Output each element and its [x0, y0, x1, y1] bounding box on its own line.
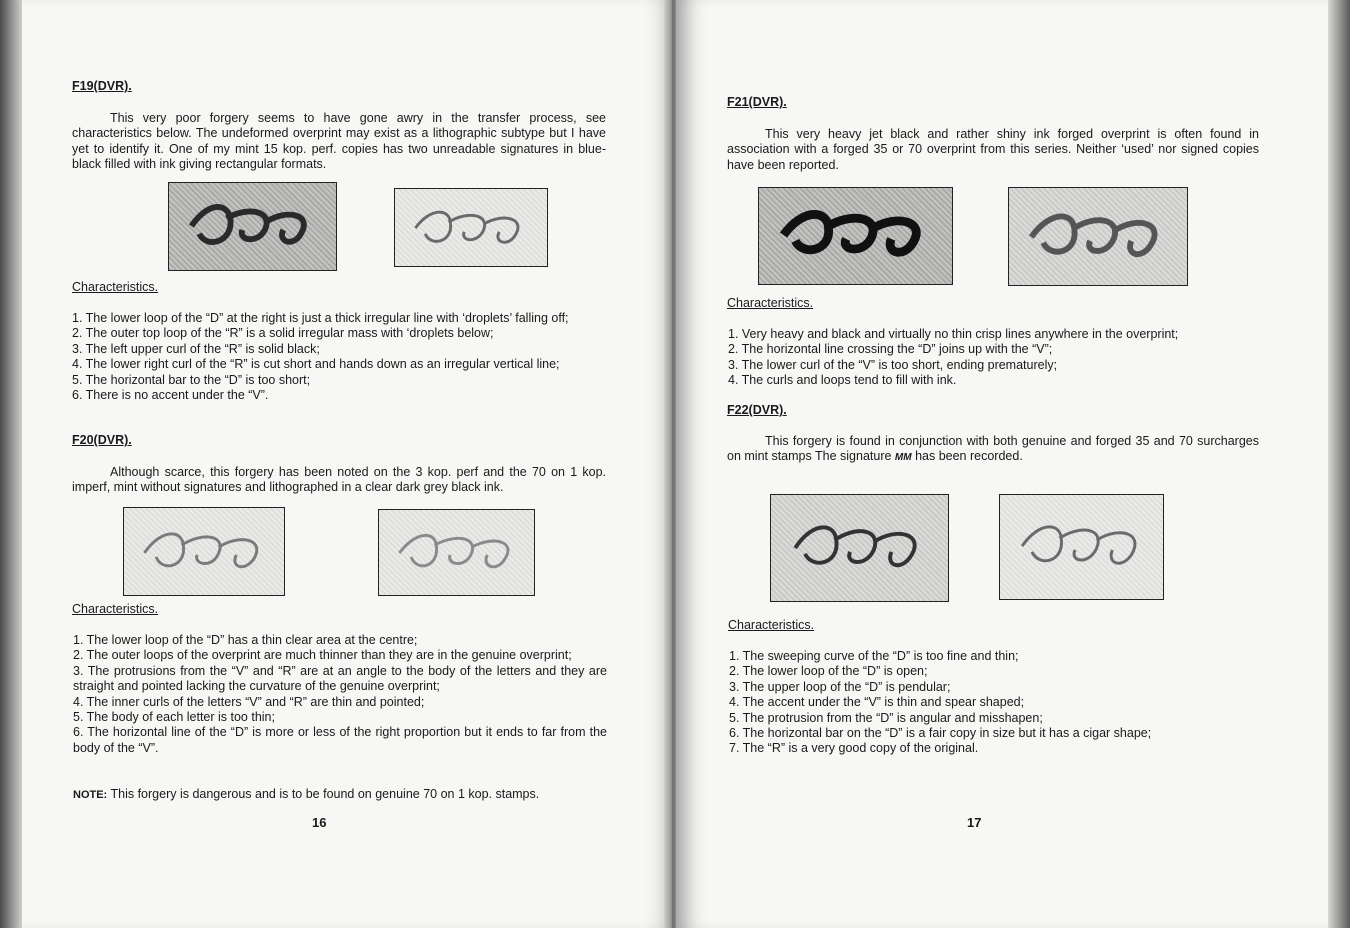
f19-intro: This very poor forgery seems to have gone awry in the transfer process, see characteristics below. The undeformed overprint may exist as a lithographic subtype but I have yet to identify it. One of my mint 15 kop. perf. copies has two unreadable signatures in blue-black filled with ink giving rectangular formats.	[72, 111, 606, 172]
list-item: 4. The inner curls of the letters “V” and “R” are thin and pointed;	[73, 694, 425, 709]
f21-characteristics-list	[728, 327, 1260, 389]
list-item: 2. The horizontal line crossing the “D” joins up with the “V”;	[728, 342, 1053, 357]
f19-characteristics-label: Characteristics.	[72, 280, 159, 294]
list-item: 1. Very heavy and black and virtually no thin crisp lines anywhere in the overprint;	[728, 327, 1179, 341]
f20-overprint-image-2	[378, 509, 535, 596]
list-item: 3. The upper loop of the “D” is pendular;	[729, 679, 951, 694]
f22-overprint-image-2	[999, 494, 1164, 600]
f19-heading: F19(DVR).	[72, 79, 132, 93]
f19-overprint-image-2	[394, 188, 548, 267]
f20-overprint-image-1	[123, 507, 285, 596]
f21-characteristics-label: Characteristics.	[727, 296, 814, 310]
overprint-glyph	[759, 188, 952, 284]
overprint-glyph	[395, 189, 547, 266]
list-item: 3. The lower curl of the “V” is too short, ending prematurely;	[728, 357, 1058, 372]
note-text: This forgery is dangerous and is to be found on genuine 70 on 1 kop. stamps.	[110, 787, 540, 801]
overprint-glyph	[1000, 495, 1163, 599]
overprint-glyph	[771, 495, 948, 601]
overprint-glyph	[1009, 188, 1187, 285]
f22-characteristics-label: Characteristics.	[728, 618, 815, 632]
list-item: 1. The lower loop of the “D” has a thin clear area at the centre;	[73, 633, 418, 647]
f21-intro: This very heavy jet black and rather shiny ink forged overprint is often found in association with a forged 35 or 70 overprint from this series. Neither ‘used’ nor signed copies have been reported.	[727, 127, 1259, 172]
f20-heading: F20(DVR).	[72, 433, 132, 447]
f19-characteristics-list	[72, 311, 606, 403]
list-item: 5. The body of each letter is too thin;	[73, 710, 275, 725]
list-item: 6. The horizontal bar on the “D” is a fair copy in size but it has a cigar shape;	[729, 726, 1152, 741]
page-number-17: 17	[967, 815, 982, 830]
list-item: 5. The horizontal bar to the “D” is too short;	[72, 372, 311, 387]
f20-note	[73, 787, 613, 803]
f21-overprint-image-2	[1008, 187, 1188, 286]
overprint-glyph	[124, 508, 284, 595]
list-item: 4. The accent under the “V” is thin and spear shaped;	[729, 695, 1025, 710]
list-item: 2. The lower loop of the “D” is open;	[729, 664, 928, 679]
list-item: 2. The outer loops of the overprint are much thinner than they are in the genuine overprint;	[73, 648, 572, 663]
f21-overprint-image-1	[758, 187, 953, 285]
list-item: 1. The sweeping curve of the “D” is too fine and thin;	[729, 649, 1019, 663]
f19-overprint-image-1	[168, 182, 337, 271]
scan-edge-left	[0, 0, 22, 928]
f22-heading: F22(DVR).	[727, 403, 787, 417]
list-item: 1. The lower loop of the “D” at the right is just a thick irregular line with ‘droplets’ falling off;	[72, 311, 569, 325]
list-item: 4. The curls and loops tend to fill with ink.	[728, 373, 957, 388]
list-item: 2. The outer top loop of the “R” is a solid irregular mass with ‘droplets below;	[72, 326, 494, 341]
overprint-glyph	[169, 183, 336, 270]
f20-characteristics-list	[73, 633, 607, 756]
overprint-glyph	[379, 510, 534, 595]
f22-overprint-image-1	[770, 494, 949, 602]
list-item: 5. The protrusion from the “D” is angular and misshapen;	[729, 710, 1043, 725]
list-item: 7. The “R” is a very good copy of the original.	[729, 741, 979, 756]
list-item: 4. The lower right curl of the “R” is cut short and hands down as an irregular vertical line;	[72, 357, 560, 372]
scan-edge-right	[1328, 0, 1350, 928]
signature-mark: MM	[894, 452, 912, 464]
page-17	[676, 0, 1328, 928]
f20-intro: Although scarce, this forgery has been noted on the 3 kop. perf and the 70 on 1 kop. imperf, mint without signatures and lithographed in a clear dark grey black ink.	[72, 465, 606, 495]
list-item: 6. There is no accent under the “V”.	[72, 388, 269, 403]
f20-characteristics-label: Characteristics.	[72, 602, 159, 616]
list-item: 6. The horizontal line of the “D” is more or less of the right proportion but it ends to far from the body of the “V”.	[73, 725, 607, 755]
list-item: 3. The protrusions from the “V” and “R” are at an angle to the body of the letters and they are straight and pointed lacking the curvature of the genuine overprint;	[73, 663, 607, 694]
page-16	[22, 0, 672, 928]
note-label: NOTE:	[73, 789, 108, 801]
list-item: 3. The left upper curl of the “R” is solid black;	[72, 341, 320, 356]
page-number-16: 16	[312, 815, 327, 830]
f22-characteristics-list	[729, 649, 1261, 757]
f22-intro: This forgery is found in conjunction with both genuine and forged 35 and 70 surcharges on mint stamps The signature MM has been recorded.	[727, 434, 1259, 464]
f21-heading: F21(DVR).	[727, 95, 787, 109]
